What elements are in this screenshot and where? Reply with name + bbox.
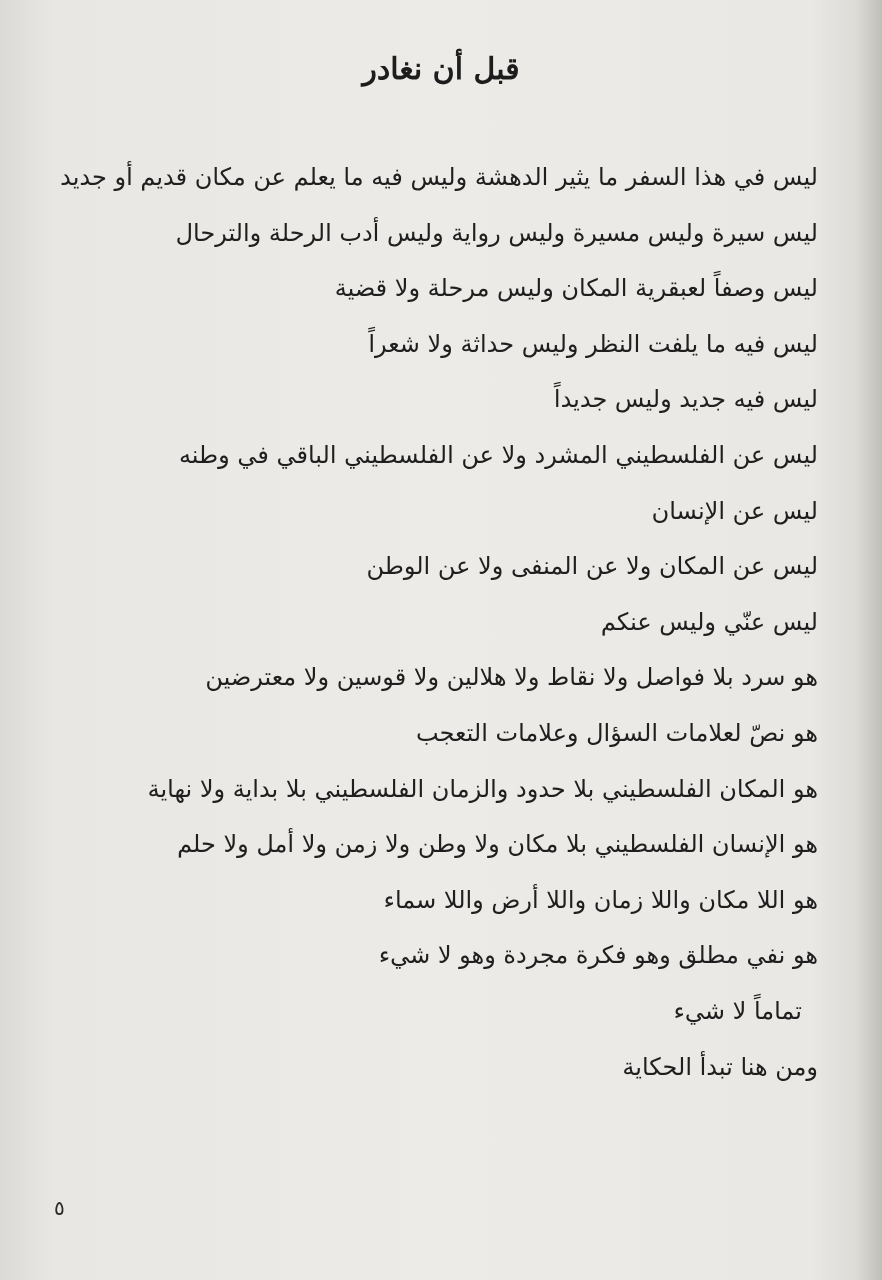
poem-line: هو نصّ لعلامات السؤال وعلامات التعجب [416, 718, 818, 747]
poem-line: هو اللا مكان واللا زمان واللا أرض واللا سماء [383, 885, 818, 914]
poem-line: ليس عن الإنسان [651, 496, 818, 525]
spine-shadow [856, 0, 882, 1280]
poem-line: ليس فيه جديد وليس جديداً [553, 385, 818, 414]
page-title: قبل أن نغادر [362, 52, 520, 87]
poem-line: ليس عن المكان ولا عن المنفى ولا عن الوطن [366, 552, 818, 581]
poem-line: ليس عنّي وليس عنكم [600, 607, 818, 636]
poem-line: ليس فيه ما يلفت النظر وليس حداثة ولا شعراً [368, 329, 818, 358]
poem-line: هو نفي مطلق وهو فكرة مجردة وهو لا شيء [378, 941, 818, 970]
poem-line: هو المكان الفلسطيني بلا حدود والزمان الفلسطيني بلا بداية ولا نهاية [147, 774, 818, 803]
poem-line: هو الإنسان الفلسطيني بلا مكان ولا وطن ولا زمن ولا أمل ولا حلم [177, 830, 818, 859]
poem-line: ليس عن الفلسطيني المشرد ولا عن الفلسطيني الباقي في وطنه [178, 440, 818, 469]
poem-text [58, 150, 818, 1095]
poem-line: ليس وصفاً لعبقرية المكان وليس مرحلة ولا قضية [334, 274, 818, 303]
poem-line: ليس سيرة وليس مسيرة وليس رواية وليس أدب الرحلة والترحال [175, 218, 818, 247]
poem-line: ليس في هذا السفر ما يثير الدهشة وليس فيه ما يعلم عن مكان قديم أو جديد [60, 163, 818, 191]
poem-line: ومن هنا تبدأ الحكاية [622, 1052, 818, 1081]
poem-line: تماماً لا شيء [673, 996, 802, 1025]
page-number: ٥ [54, 1196, 65, 1220]
poem-line: هو سرد بلا فواصل ولا نقاط ولا هلالين ولا قوسين ولا معترضين [205, 663, 818, 692]
